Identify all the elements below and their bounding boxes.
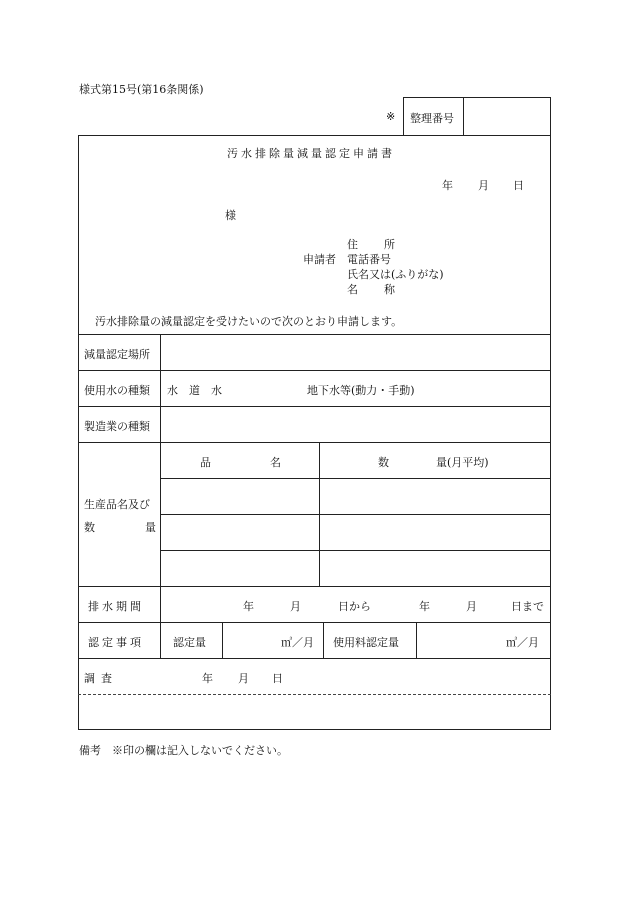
corp-title-label-a: 名	[347, 283, 358, 296]
approval-label: 認定事項	[88, 636, 144, 649]
col-product-name-b: 名	[270, 456, 281, 469]
phone-label: 電話番号	[347, 253, 391, 266]
period-month1-label[interactable]: 月	[290, 600, 301, 613]
location-field[interactable]	[164, 338, 546, 366]
addressee-suffix: 様	[225, 209, 236, 222]
water-type-option-city[interactable]: 水 道 水	[167, 384, 222, 397]
industry-field[interactable]	[164, 410, 546, 438]
survey-day-label[interactable]: 日	[272, 672, 283, 685]
products-label-quantity-a: 数	[84, 521, 95, 534]
fee-amount-unit[interactable]: ㎥／月	[506, 636, 539, 649]
address-label-b: 所	[384, 238, 395, 251]
period-from-label[interactable]: 日から	[338, 600, 371, 613]
approved-amount-label: 認定量	[173, 636, 206, 649]
col-quantity-a: 数	[378, 456, 389, 469]
approved-amount-unit[interactable]: ㎥／月	[281, 636, 314, 649]
col-product-name-a: 品	[200, 456, 211, 469]
water-type-option-ground[interactable]: 地下水等(動力・手動)	[307, 384, 415, 397]
survey-month-label[interactable]: 月	[238, 672, 249, 685]
period-year2-label[interactable]: 年	[419, 600, 430, 613]
product-name-field[interactable]	[164, 554, 314, 582]
survey-label: 調査	[84, 672, 118, 685]
ref-number-label: 整理番号	[410, 112, 454, 125]
corp-title-label-b: 称	[384, 283, 395, 296]
products-label-quantity-b: 量	[145, 521, 156, 534]
fee-amount-label: 使用料認定量	[333, 636, 399, 649]
survey-year-label[interactable]: 年	[202, 672, 213, 685]
product-quantity-field[interactable]	[323, 554, 546, 582]
industry-label: 製造業の種類	[84, 420, 150, 433]
footnote: 備考 ※印の欄は記入しないでください。	[79, 744, 288, 757]
form-number: 様式第15号(第16条関係)	[79, 83, 204, 96]
product-quantity-field[interactable]	[323, 482, 546, 510]
applicant-label: 申請者	[303, 253, 336, 266]
form-title: 汚水排除量減量認定申請書	[227, 147, 395, 160]
col-quantity-b: 量(月平均)	[436, 456, 489, 469]
ref-number-field[interactable]	[470, 104, 546, 130]
products-label-line1: 生産品名及び	[84, 498, 150, 511]
product-name-field[interactable]	[164, 518, 314, 546]
period-year1-label[interactable]: 年	[243, 600, 254, 613]
date-year-label: 年	[442, 179, 453, 192]
location-label: 減量認定場所	[84, 348, 150, 361]
name-label: 氏名又は(ふりがな)	[347, 268, 444, 281]
address-label-a: 住	[347, 238, 358, 251]
date-month-label: 月	[478, 179, 489, 192]
product-quantity-field[interactable]	[323, 518, 546, 546]
period-month2-label[interactable]: 月	[466, 600, 477, 613]
asterisk-mark: ※	[386, 110, 396, 123]
date-day-label: 日	[513, 179, 524, 192]
product-name-field[interactable]	[164, 482, 314, 510]
water-type-label: 使用水の種類	[84, 384, 150, 397]
period-label: 排水期間	[88, 600, 144, 613]
application-statement: 汚水排除量の減量認定を受けたいので次のとおり申請します。	[95, 315, 403, 328]
period-until-label[interactable]: 日まで	[511, 600, 544, 613]
